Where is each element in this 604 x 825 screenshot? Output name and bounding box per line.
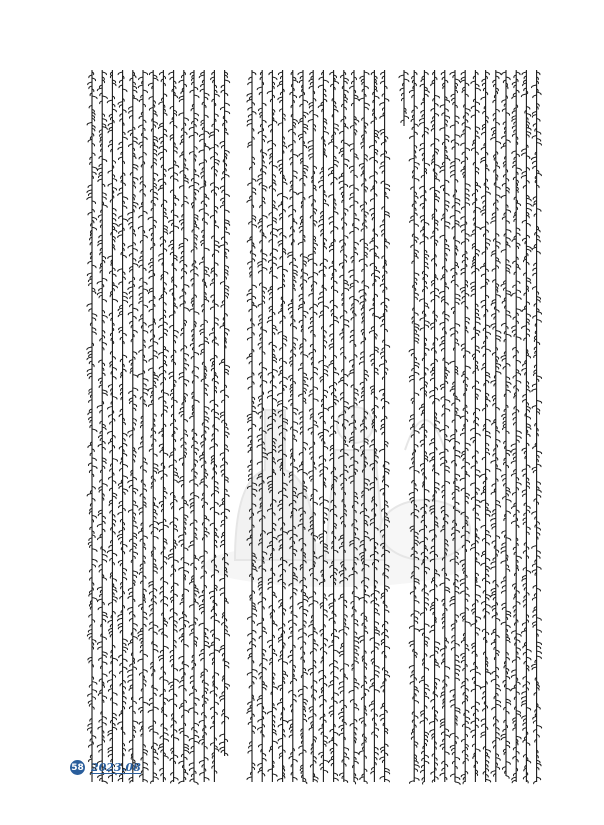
script-line: [87, 70, 97, 782]
script-line: [481, 70, 491, 782]
script-line: [168, 70, 178, 783]
page-number: 58: [70, 760, 85, 775]
script-line: [491, 70, 501, 782]
script-line: [267, 70, 277, 782]
issue-date: 2023.08: [91, 760, 141, 774]
text-column-1: [86, 66, 236, 786]
script-line: [118, 70, 128, 782]
script-line: [209, 70, 219, 782]
script-line: [308, 70, 318, 782]
script-line: [298, 70, 308, 784]
script-line: [247, 70, 257, 782]
script-line: [359, 70, 369, 784]
script-line: [278, 70, 288, 782]
script-line: [440, 70, 450, 782]
script-line: [460, 70, 470, 784]
script-line: [179, 70, 189, 784]
script-line: [419, 70, 429, 784]
script-line: [521, 70, 531, 783]
script-line: [97, 70, 107, 784]
text-column-3: [398, 66, 548, 786]
script-line: [107, 70, 117, 782]
mongolian-script-text: [246, 66, 396, 786]
script-line: [379, 70, 389, 782]
script-line: [199, 70, 209, 782]
mongolian-script-text: [86, 66, 236, 786]
script-line: [339, 70, 349, 783]
script-line: [409, 70, 419, 784]
script-line: [501, 70, 511, 779]
script-line: [430, 70, 440, 783]
script-line: [318, 70, 328, 782]
script-line: [257, 70, 267, 782]
page-footer: [70, 760, 141, 775]
script-line: [288, 70, 298, 782]
script-line: [219, 70, 229, 756]
script-line: [138, 70, 148, 782]
script-line: [158, 70, 168, 782]
script-line: [189, 70, 199, 785]
script-line: [399, 70, 409, 126]
script-line: [349, 70, 359, 784]
script-line: [511, 70, 521, 783]
script-line: [128, 70, 138, 783]
script-line: [532, 70, 542, 784]
mongolian-script-text: [398, 66, 548, 786]
script-line: [328, 70, 338, 782]
script-line: [450, 70, 460, 785]
script-line: [148, 70, 158, 784]
script-line: [369, 70, 379, 782]
text-column-2: [246, 66, 396, 786]
script-line: [470, 70, 480, 782]
